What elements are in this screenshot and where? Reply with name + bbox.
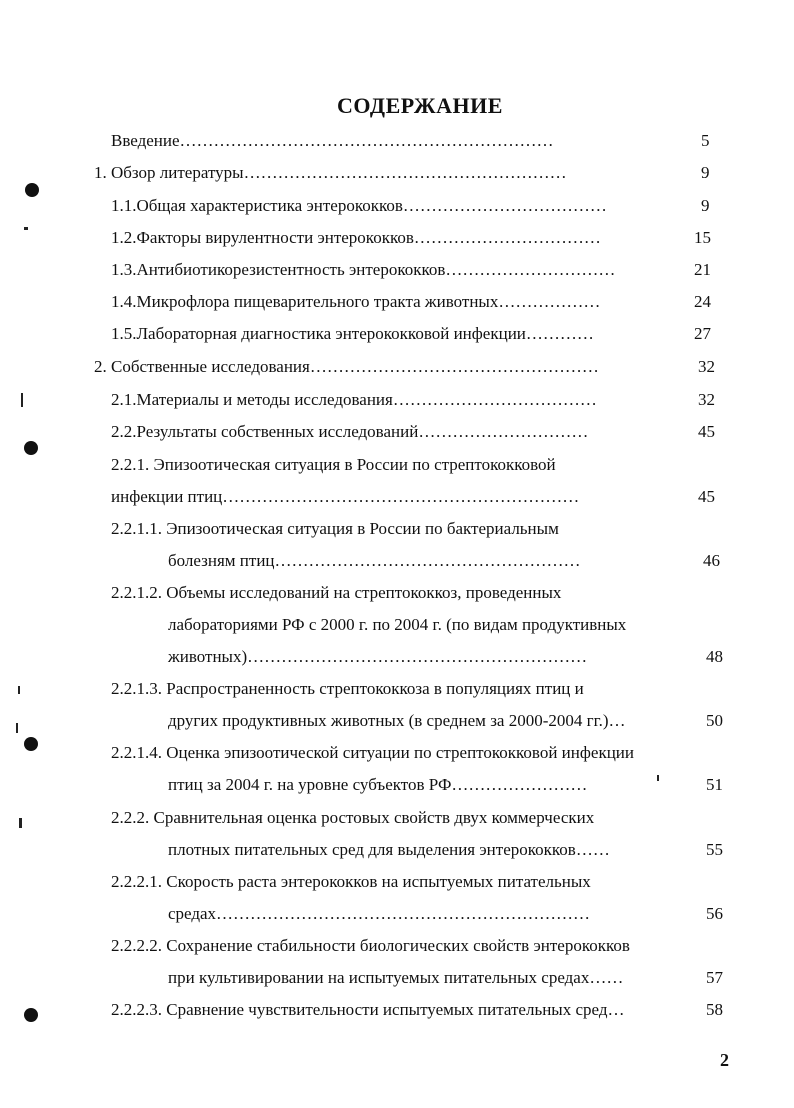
scan-speck (18, 686, 20, 694)
scan-speck (16, 723, 18, 733)
punch-hole (24, 737, 38, 751)
toc-page-number: 51 (706, 775, 723, 794)
toc-entry-text: лабораториями РФ с 2000 г. по 2004 г. (по видам продуктивных (168, 615, 627, 634)
toc-entry-text: 2.2.1.2. Объемы исследований на стрептококкоз, проведенных (111, 583, 562, 602)
punch-hole (25, 183, 39, 197)
toc-page-number: 58 (706, 1000, 723, 1019)
page-number: 2 (720, 1050, 729, 1070)
scan-speck (21, 393, 23, 407)
scan-speck (657, 775, 659, 781)
toc-entry-text: 2.2.1.4. Оценка эпизоотической ситуации по стрептококковой инфекции (111, 743, 634, 762)
toc-page-number: 45 (698, 487, 715, 506)
page-title: СОДЕРЖАНИЕ (337, 93, 503, 118)
toc-page-number: 9 (701, 163, 710, 182)
toc-page-number: 45 (698, 422, 715, 441)
toc-page-number: 27 (694, 324, 711, 343)
toc-entry-text: 2.1.Материалы и методы исследования……………………………… (111, 390, 597, 409)
toc-entry-text: 1.3.Антибиотикорезистентность энтерококков………………………… (111, 260, 616, 279)
toc-entry-text: 2.2.1.3. Распространенность стрептококкоза в популяциях птиц и (111, 679, 584, 698)
toc-entry-text: других продуктивных животных (в среднем за 2000-2004 гг.)… (168, 711, 626, 730)
punch-hole (24, 441, 38, 455)
toc-page-number: 55 (706, 840, 723, 859)
toc-entry-text: 2.2.2. Сравнительная оценка ростовых свойств двух коммерческих (111, 808, 595, 827)
toc-entry-text: инфекции птиц……………………………………………………… (111, 487, 580, 506)
toc-page-number: 9 (701, 196, 710, 215)
toc-page-number: 48 (706, 647, 723, 666)
punch-hole (24, 1008, 38, 1022)
toc-page-number: 5 (701, 131, 710, 150)
toc-entry-text: 2.2.2.3. Сравнение чувствительности испытуемых питательных сред… (111, 1000, 625, 1019)
toc-entry-text: животных)…………………………………………………… (168, 647, 588, 666)
toc-entry-text: 1.2.Факторы вирулентности энтерококков…………………………… (111, 228, 601, 247)
toc-page-number: 15 (694, 228, 711, 247)
toc-entry-text: 2.2.1.1. Эпизоотическая ситуация в России по бактериальным (111, 519, 559, 538)
toc-entry-text: 1.4.Микрофлора пищеварительного тракта животных……………… (111, 292, 601, 311)
toc-page-number: 46 (703, 551, 720, 570)
toc-entry-text: средах………………………………………………………… (168, 904, 591, 923)
toc-entry-text: 1.5.Лабораторная диагностика энтерококковой инфекции………… (111, 324, 594, 343)
toc-entry-text: Введение………………………………………………………… (111, 131, 554, 150)
scan-speck (19, 818, 22, 828)
toc-page-number: 57 (706, 968, 723, 987)
toc-entry-text: 2.2.2.1. Скорость раста энтерококков на испытуемых питательных (111, 872, 591, 891)
toc-entry-text: 1.1.Общая характеристика энтерококков……………………………… (111, 196, 607, 215)
toc-entry-text: 2.2.2.2. Сохранение стабильности биологических свойств энтерококков (111, 936, 630, 955)
toc-entry-text: 1. Обзор литературы………………………………………………… (94, 163, 567, 182)
toc-entry-text: 2.2.Результаты собственных исследований………………………… (111, 422, 589, 441)
toc-entry-text: 2.2.1. Эпизоотическая ситуация в России по стрептококковой (111, 455, 556, 474)
toc-page-number: 50 (706, 711, 723, 730)
toc-entry-text: птиц за 2004 г. на уровне субъектов РФ…………………… (168, 775, 588, 794)
scan-speck (24, 227, 28, 230)
toc-page-number: 32 (698, 390, 715, 409)
toc-page-number: 24 (694, 292, 711, 311)
toc-entry-text: болезням птиц……………………………………………… (168, 551, 581, 570)
toc-entry-text: 2. Собственные исследования…………………………………………… (94, 357, 599, 376)
toc-page-number: 32 (698, 357, 715, 376)
toc-page-number: 21 (694, 260, 711, 279)
toc-entry-text: при культивировании на испытуемых питательных средах…… (168, 968, 624, 987)
toc-page-number: 56 (706, 904, 723, 923)
toc-entry-text: плотных питательных сред для выделения энтерококков…… (168, 840, 610, 859)
